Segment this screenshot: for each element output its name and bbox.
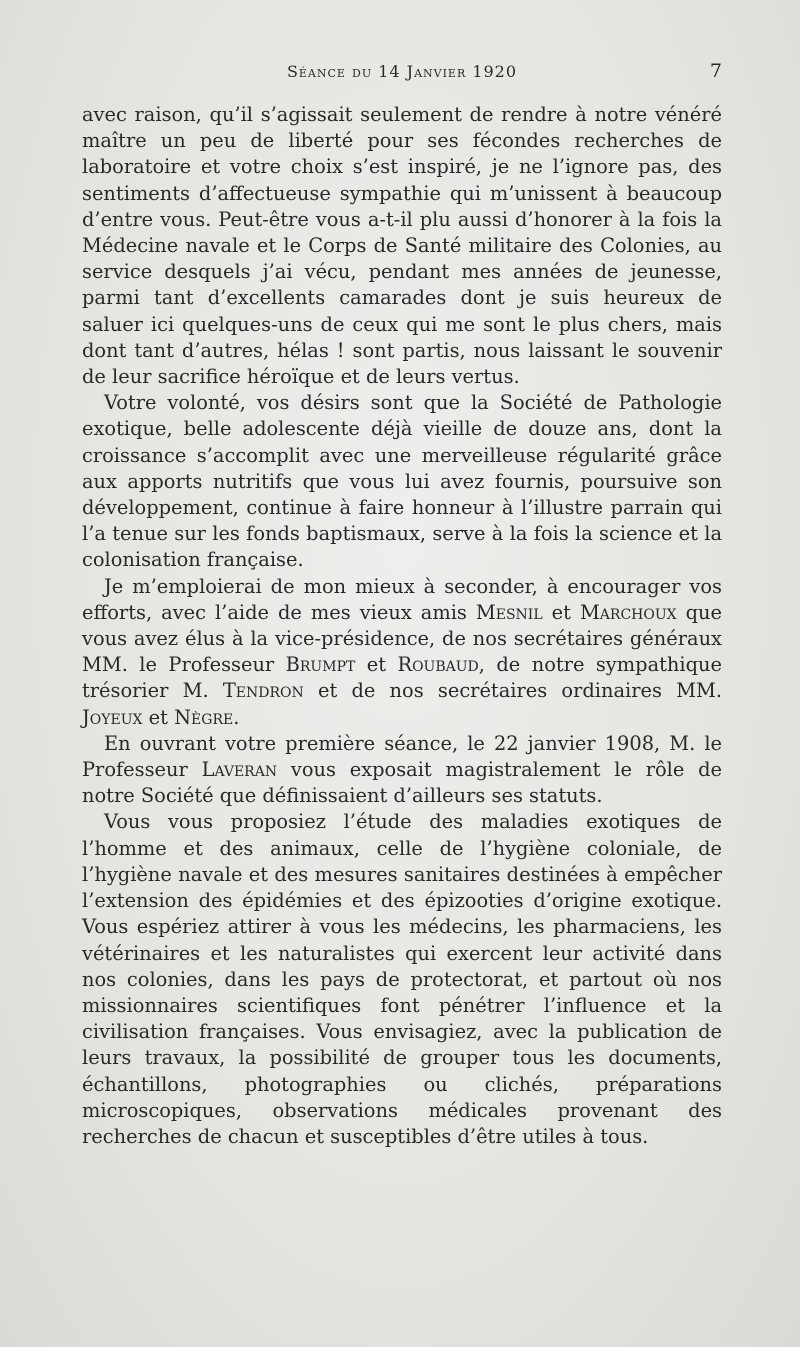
paragraph-3-text: Je m’emploierai de mon mieux à seconder, à encourager vos efforts, avec l’aide de mes vieux amis [82,574,722,624]
person-name-mesnil: Mesnil [475,600,543,624]
paragraph-4 [82,731,722,810]
person-name-tendron: Tendron [222,679,304,703]
body-text [82,102,722,1150]
person-name-negre: Nègre [174,705,234,729]
person-name-laveran: Laveran [201,758,278,782]
paragraph-3-text: et de nos secrétaires ordinaires MM. [303,679,722,703]
paragraph-3 [82,574,722,731]
paragraph-3-text: et [355,653,398,677]
person-name-brumpt: Brumpt [285,653,356,677]
person-name-roubaud: Roubaud [397,653,479,677]
paragraph-3-text: et [142,705,175,729]
page-header [82,60,722,90]
paragraph-3-text: , de notre sympathique trésorier M. [82,653,722,703]
person-name-marchoux: Marchoux [579,600,677,624]
paragraph-3-text: . [233,705,240,729]
paragraph-4-text: vous exposait magistralement le rôle de notre Société que définissaient d’ailleurs ses statuts. [82,758,722,808]
person-name-joyeux: Joyeux [82,705,143,729]
paragraph-3-text: et [542,600,580,624]
page-number: 7 [709,60,722,82]
paragraph-5: Vous vous proposiez l’étude des maladies exotiques de l’homme et des animaux, celle de l’hygiène coloniale, de l’hygiène navale et des mesures sanitaires destinées à empêcher l’extension des épidémies et des épizooties d’origine exotique. Vous espériez attirer à vous les médecins, les pharmaciens, les vétérinaires et les naturalistes qui exercent leur activité dans nos colonies, dans les pays de protectorat, et partout où nos missionnaires scientifiques font pénétrer l’influence et la civilisation françaises. Vous envisagiez, avec la publication de leurs travaux, la possibilité de grouper tous les documents, échantillons, photographies ou clichés, préparations microscopiques, observations médicales provenant des recherches de chacun et susceptibles d’être utiles à tous. [82,810,722,1148]
paragraph-1: avec raison, qu’il s’agissait seulement de rendre à notre vénéré maître un peu de liberté pour ses fécondes recherches de laboratoire et votre choix s’est inspiré, je ne l’ignore pas, des sentiments d’affectueuse sympathie qui m’unissent à beaucoup d’entre vous. Peut-être vous a-t-il plu aussi d’honorer à la fois la Médecine navale et le Corps de Santé militaire des Colonies, au service desquels j’ai vécu, pendant mes années de jeunesse, parmi tant d’excellents camarades dont je suis heureux de saluer ici quelques-uns de ceux qui me sont le plus chers, mais dont tant d’autres, hélas ! sont partis, nous laissant le souvenir de leur sacrifice héroïque et de leurs vertus. [82,103,722,389]
paragraph-2: Votre volonté, vos désirs sont que la Société de Pathologie exotique, belle adolescente déjà vieille de douze ans, dont la croissance s’accomplit avec une merveilleuse régularité grâce aux apports nutritifs que vous lui avez fournis, poursuive son développement, continue à faire honneur à l’illustre parrain qui l’a tenue sur les fonds baptismaux, serve à la fois la science et la colonisation française. [82,391,722,572]
running-title: Séance du 14 Janvier 1920 [286,62,518,81]
paragraph-3-text: que vous avez élus à la vice-présidence, de nos secrétaires généraux MM. le Professeur [82,600,722,677]
paragraph-4-text: En ouvrant votre première séance, le 22 janvier 1908, M. le Professeur [82,731,722,782]
